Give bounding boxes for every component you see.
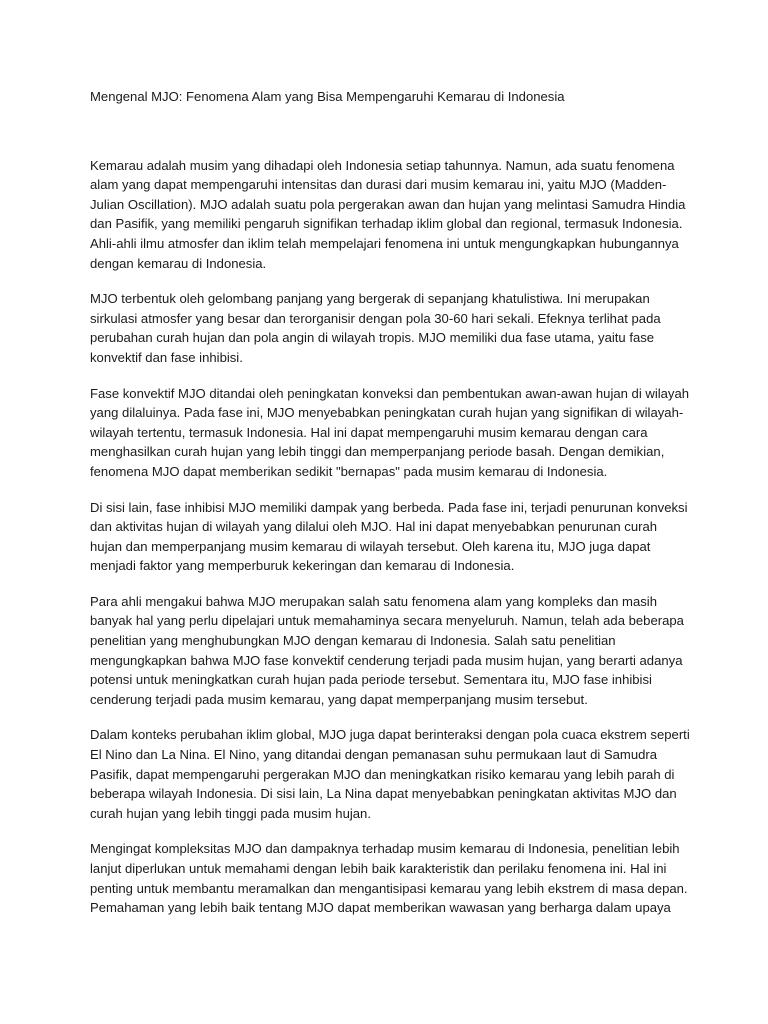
paragraph-1: Kemarau adalah musim yang dihadapi oleh Indonesia setiap tahunnya. Namun, ada suatu fenomena alam yang dapat mempengaruhi intensitas dan durasi dari musim kemarau ini, yaitu MJO (Madden-Julian Oscillation). MJO adalah suatu pola pergerakan awan dan hujan yang melintasi Samudra Hindia dan Pasifik, yang memiliki pengaruh signifikan terhadap iklim global dan regional, termasuk Indonesia. Ahli-ahli ilmu atmosfer dan iklim telah mempelajari fenomena ini untuk mengungkapkan hubungannya dengan kemarau di Indonesia.: [90, 157, 686, 271]
paragraph-2: MJO terbentuk oleh gelombang panjang yang bergerak di sepanjang khatulistiwa. Ini merupakan sirkulasi atmosfer yang besar dan terorganisir dengan pola 30-60 hari sekali. Efeknya terlihat pada perubahan curah hujan dan pola angin di wilayah tropis. MJO memiliki dua fase utama, yaitu fase konvektif dan fase inhibisi.: [90, 291, 661, 365]
paragraph-7: Mengingat kompleksitas MJO dan dampaknya terhadap musim kemarau di Indonesia, penelitian lebih lanjut diperlukan untuk memahami dengan lebih baik karakteristik dan perilaku fenomena ini. Hal ini penting untuk membantu meramalkan dan mengantisipasi kemarau yang lebih ekstrem di masa depan. Pemahaman yang lebih baik tentang MJO dapat memberikan wawasan yang berharga dalam upaya: [90, 841, 688, 916]
paragraph-5: Para ahli mengakui bahwa MJO merupakan salah satu fenomena alam yang kompleks dan masih banyak hal yang perlu dipelajari untuk memahaminya secara menyeluruh. Namun, telah ada beberapa penelitian yang menghubungkan MJO dengan kemarau di Indonesia. Salah satu penelitian mengungkapkan bahwa MJO fase konvektif cenderung terjadi pada musim hujan, yang berarti adanya potensi untuk meningkatkan curah hujan pada periode tersebut. Sementara itu, MJO fase inhibisi cenderung terjadi pada musim kemarau, yang dapat memperpanjang musim tersebut.: [90, 593, 684, 707]
document-content: [90, 87, 690, 934]
paragraph-3: Fase konvektif MJO ditandai oleh peningkatan konveksi dan pembentukan awan-awan hujan di wilayah yang dilaluinya. Pada fase ini, MJO menyebabkan peningkatan curah hujan yang signifikan di wilayah-wilayah tertentu, termasuk Indonesia. Hal ini dapat mempengaruhi musim kemarau dengan cara menghasilkan curah hujan yang lebih tinggi dan memperpanjang periode basah. Dengan demikian, fenomena MJO dapat memberikan sedikit "bernapas" pada musim kemarau di Indonesia.: [90, 385, 690, 479]
paragraph-4: Di sisi lain, fase inhibisi MJO memiliki dampak yang berbeda. Pada fase ini, terjadi penurunan konveksi dan aktivitas hujan di wilayah yang dilalui oleh MJO. Hal ini dapat menyebabkan penurunan curah hujan dan memperpanjang musim kemarau di wilayah tersebut. Oleh karena itu, MJO juga dapat menjadi faktor yang memperburuk kekeringan dan kemarau di Indonesia.: [90, 499, 688, 574]
document-title: Mengenal MJO: Fenomena Alam yang Bisa Mempengaruhi Kemarau di Indonesia: [90, 89, 565, 104]
paragraph-6: Dalam konteks perubahan iklim global, MJO juga dapat berinteraksi dengan pola cuaca ekstrem seperti El Nino dan La Nina. El Nino, yang ditandai dengan pemanasan suhu permukaan laut di Samudra Pasifik, dapat mempengaruhi pergerakan MJO dan meningkatkan risiko kemarau yang lebih parah di beberapa wilayah Indonesia. Di sisi lain, La Nina dapat menyebabkan peningkatan aktivitas MJO dan curah hujan yang lebih tinggi pada musim hujan.: [90, 727, 690, 821]
